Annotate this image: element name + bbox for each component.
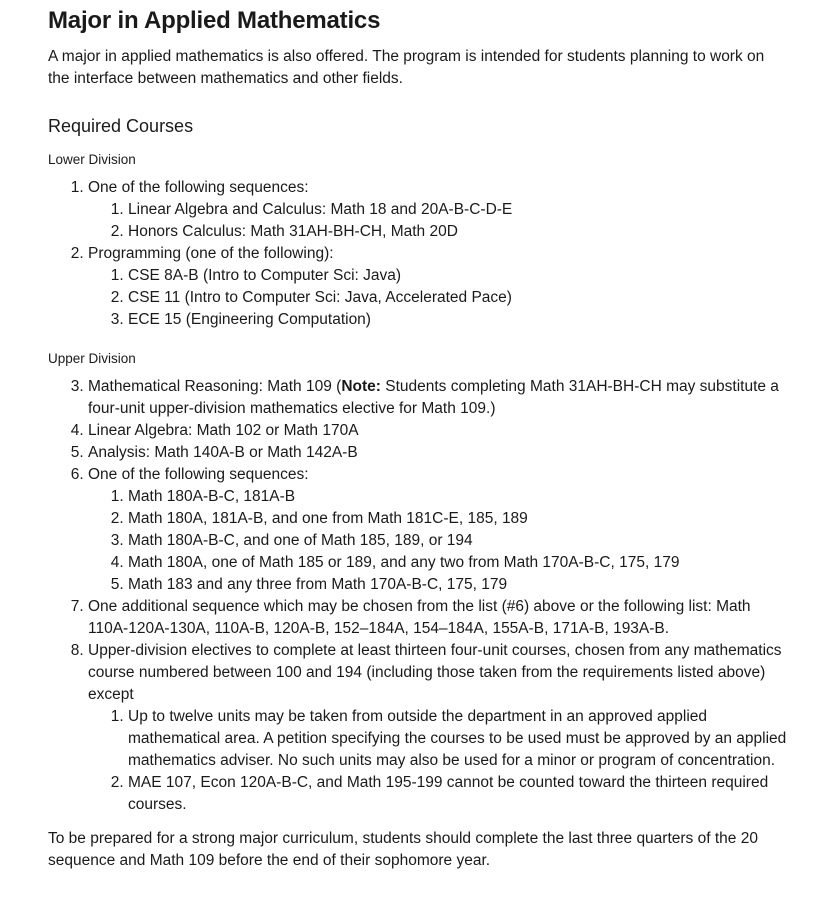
- closing-paragraph: To be prepared for a strong major curriculum, students should complete the last three quarters of the 20 sequence and Math 109 before the end of their sophomore year.: [48, 830, 758, 869]
- sub-list-item: 1. Linear Algebra and Calculus: Math 18 and 20A-B-C-D-E: [128, 199, 788, 221]
- list-item-text: One of the following sequences:: [88, 179, 309, 196]
- sub-list-item: 2. Honors Calculus: Math 31AH-BH-CH, Math 20D: [128, 221, 788, 243]
- sub-list: [88, 265, 788, 331]
- sub-list-item: 3. Math 180A-B-C, and one of Math 185, 189, or 194: [128, 530, 788, 552]
- sub-list-item: 1. Up to twelve units may be taken from outside the department in an approved applied mathematical area. A petition specifying the courses to be used must be approved by an applied mathematics adviser. No such units may also be used for a minor or program of concentration.: [128, 706, 788, 772]
- sub-list-item: 5. Math 183 and any three from Math 170A-B-C, 175, 179: [128, 574, 788, 596]
- sub-list-item: 2. MAE 107, Econ 120A-B-C, and Math 195-199 cannot be counted toward the thirteen required courses.: [128, 772, 788, 816]
- list-item-text: One of the following sequences:: [88, 466, 309, 483]
- list-item: [88, 376, 788, 420]
- sub-list: [88, 199, 788, 243]
- list-item: [88, 640, 788, 816]
- list-item: 7. One additional sequence which may be chosen from the list (#6) above or the following list: Math 110A-120A-130A, 110A-B, 120A-B, 152–184A, 154–184A, 155A-B, 171A-B, 193A-B.: [88, 596, 788, 640]
- list-item: [88, 177, 788, 243]
- sub-list-item: 1. Math 180A-B-C, 181A-B: [128, 486, 788, 508]
- sub-list-item: 2. CSE 11 (Intro to Computer Sci: Java, Accelerated Pace): [128, 287, 788, 309]
- lower-division-list: [48, 177, 788, 331]
- lower-division-heading: Lower Division: [48, 152, 136, 167]
- upper-division-list: [48, 376, 788, 816]
- list-item: [88, 243, 788, 331]
- sub-list-item: 1. CSE 8A-B (Intro to Computer Sci: Java): [128, 265, 788, 287]
- sub-list-item: 4. Math 180A, one of Math 185 or 189, and any two from Math 170A-B-C, 175, 179: [128, 552, 788, 574]
- required-courses-heading: Required Courses: [48, 116, 194, 136]
- sub-list-item: 2. Math 180A, 181A-B, and one from Math 181C-E, 185, 189: [128, 508, 788, 530]
- list-item: 4. Linear Algebra: Math 102 or Math 170A: [88, 420, 788, 442]
- upper-division-heading: Upper Division: [48, 351, 136, 366]
- list-item: [88, 464, 788, 596]
- intro-paragraph: A major in applied mathematics is also offered. The program is intended for students planning to work on the interface between mathematics and other fields.: [48, 48, 765, 87]
- note-text: Students completing Math 31AH-BH-CH may substitute a four-unit upper-division mathematics elective for Math 109.): [88, 378, 779, 417]
- note-label: Note:: [341, 378, 381, 395]
- page-title: Major in Applied Mathematics: [48, 7, 381, 34]
- list-item-text: Mathematical Reasoning: Math 109 (: [88, 378, 342, 395]
- list-item: 5. Analysis: Math 140A-B or Math 142A-B: [88, 442, 788, 464]
- list-item-text: Programming (one of the following):: [88, 245, 334, 262]
- list-item-text: Upper-division electives to complete at least thirteen four-unit courses, chosen from any mathematics course numbered between 100 and 194 (including those taken from the requirements listed above) except: [88, 642, 782, 703]
- sub-list: [88, 706, 788, 816]
- sub-list: [88, 486, 788, 596]
- sub-list-item: 3. ECE 15 (Engineering Computation): [128, 309, 788, 331]
